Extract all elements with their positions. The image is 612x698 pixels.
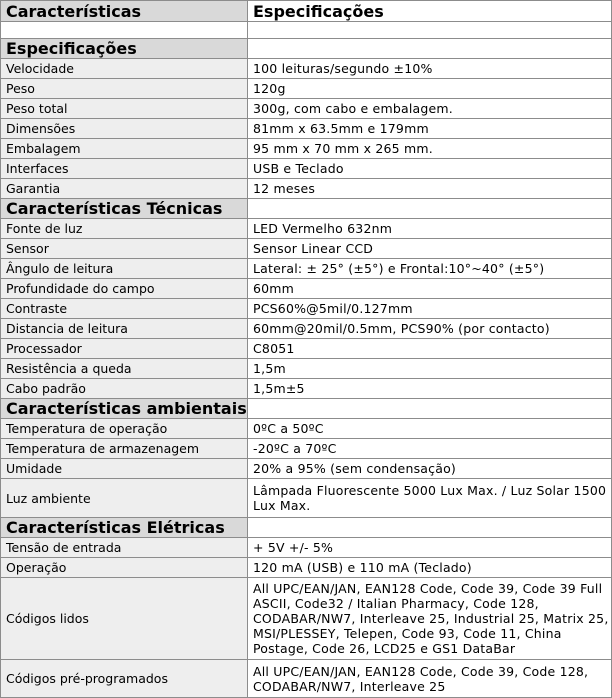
row-value: 120g [248, 79, 612, 99]
spec-table-body [1, 1, 612, 698]
spacer-cell [1, 22, 248, 39]
section-title: Especificações [1, 39, 248, 59]
table-row [1, 79, 612, 99]
header-col-characteristics: Características [1, 1, 248, 22]
section-header-caracteristicas-ambientais [1, 399, 612, 419]
row-label: Temperatura de armazenagem [1, 439, 248, 459]
row-value: 81mm x 63.5mm e 179mm [248, 119, 612, 139]
section-title-blank [248, 39, 612, 59]
row-label: Resistência a queda [1, 359, 248, 379]
table-row [1, 139, 612, 159]
row-value: 95 mm x 70 mm x 265 mm. [248, 139, 612, 159]
section-title-blank [248, 199, 612, 219]
header-col-specifications: Especificações [248, 1, 612, 22]
spacer-row [1, 22, 612, 39]
row-label: Peso [1, 79, 248, 99]
row-value: 300g, com cabo e embalagem. [248, 99, 612, 119]
table-row [1, 239, 612, 259]
row-value: 120 mA (USB) e 110 mA (Teclado) [248, 558, 612, 578]
table-row [1, 299, 612, 319]
row-value: 60mm@20mil/0.5mm, PCS90% (por contacto) [248, 319, 612, 339]
table-row [1, 379, 612, 399]
row-value: 20% a 95% (sem condensação) [248, 459, 612, 479]
row-value: + 5V +/- 5% [248, 538, 612, 558]
row-value: 1,5m±5 [248, 379, 612, 399]
table-row [1, 660, 612, 698]
section-title: Características Elétricas [1, 518, 248, 538]
row-label: Tensão de entrada [1, 538, 248, 558]
row-label: Distancia de leitura [1, 319, 248, 339]
row-label: Fonte de luz [1, 219, 248, 239]
row-label: Profundidade do campo [1, 279, 248, 299]
row-label: Sensor [1, 239, 248, 259]
row-label: Embalagem [1, 139, 248, 159]
row-label: Cabo padrão [1, 379, 248, 399]
row-value: 100 leituras/segundo ±10% [248, 59, 612, 79]
row-label: Ângulo de leitura [1, 259, 248, 279]
table-row [1, 279, 612, 299]
table-row [1, 119, 612, 139]
table-row [1, 558, 612, 578]
table-row [1, 419, 612, 439]
row-value: Lâmpada Fluorescente 5000 Lux Max. / Luz Solar 1500 Lux Max. [248, 479, 612, 518]
row-value: Lateral: ± 25° (±5°) e Frontal:10°~40° (±5°) [248, 259, 612, 279]
table-header-row [1, 1, 612, 22]
row-value: All UPC/EAN/JAN, EAN128 Code, Code 39, Code 128, CODABAR/NW7, Interleave 25 [248, 660, 612, 698]
table-row [1, 538, 612, 558]
row-label: Umidade [1, 459, 248, 479]
row-value: Sensor Linear CCD [248, 239, 612, 259]
table-row [1, 59, 612, 79]
table-row [1, 159, 612, 179]
section-title: Características Técnicas [1, 199, 248, 219]
row-value: LED Vermelho 632nm [248, 219, 612, 239]
row-value: 0ºC a 50ºC [248, 419, 612, 439]
table-row [1, 99, 612, 119]
section-title: Características ambientais [1, 399, 248, 419]
row-value: 60mm [248, 279, 612, 299]
row-label: Luz ambiente [1, 479, 248, 518]
table-row [1, 179, 612, 199]
table-row [1, 259, 612, 279]
spacer-cell [248, 22, 612, 39]
row-label: Processador [1, 339, 248, 359]
row-value: All UPC/EAN/JAN, EAN128 Code, Code 39, Code 39 Full ASCII, Code32 / Italian Pharmacy, Code 128, CODABAR/NW7, Interleave 25, Industrial 25, Matrix 25, MSI/PLESSEY, Telepen, Code 93, Code 11, China Postage, Code 26, LCD25 e GS1 DataBar [248, 578, 612, 660]
row-label: Peso total [1, 99, 248, 119]
row-value: PCS60%@5mil/0.127mm [248, 299, 612, 319]
row-value: -20ºC a 70ºC [248, 439, 612, 459]
row-value: USB e Teclado [248, 159, 612, 179]
section-title-blank [248, 399, 612, 419]
table-row [1, 439, 612, 459]
section-title-blank [248, 518, 612, 538]
table-row [1, 319, 612, 339]
row-value: C8051 [248, 339, 612, 359]
row-label: Operação [1, 558, 248, 578]
row-label: Interfaces [1, 159, 248, 179]
row-label: Códigos lidos [1, 578, 248, 660]
table-row [1, 359, 612, 379]
table-row [1, 578, 612, 660]
row-label: Códigos pré-programados [1, 660, 248, 698]
table-row [1, 479, 612, 518]
table-row [1, 339, 612, 359]
row-label: Dimensões [1, 119, 248, 139]
row-value: 1,5m [248, 359, 612, 379]
section-header-caracteristicas-tecnicas [1, 199, 612, 219]
row-label: Temperatura de operação [1, 419, 248, 439]
section-header-especificacoes [1, 39, 612, 59]
row-label: Garantia [1, 179, 248, 199]
table-row [1, 459, 612, 479]
row-label: Contraste [1, 299, 248, 319]
row-label: Velocidade [1, 59, 248, 79]
row-value: 12 meses [248, 179, 612, 199]
table-row [1, 219, 612, 239]
section-header-caracteristicas-eletricas [1, 518, 612, 538]
